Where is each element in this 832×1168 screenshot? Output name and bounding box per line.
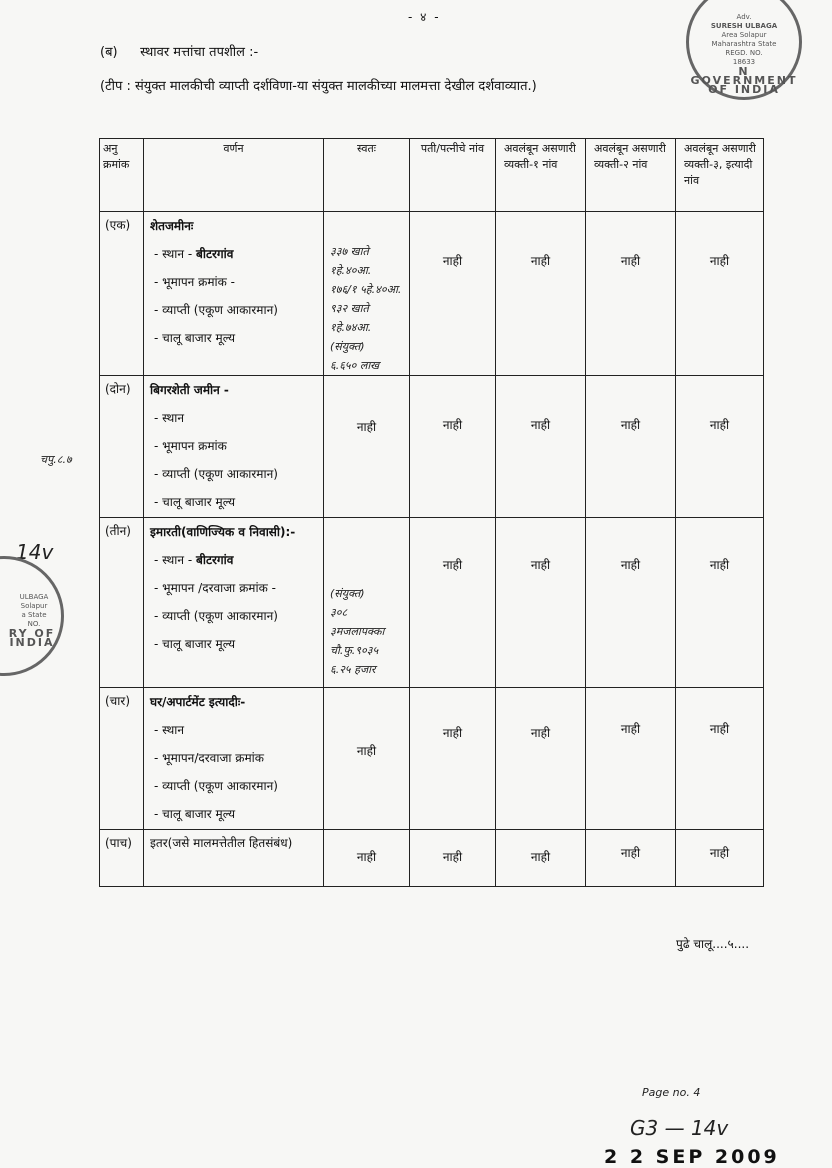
handwritten-page-number: Page no. 4 bbox=[642, 1086, 701, 1099]
section-note: (टीप : संयुक्त मालकीची व्याप्ती दर्शविणा-या संयुक्त मालकीच्या मालमत्ता देखील दर्शवाव्यात.) bbox=[100, 79, 537, 94]
margin-handwritten-note: चपु.८.७ bbox=[40, 453, 72, 466]
hand-line: ६.६५० लाख bbox=[330, 359, 380, 372]
table-row bbox=[100, 376, 764, 518]
row-number: (पाच) bbox=[100, 830, 144, 887]
row-description bbox=[144, 830, 324, 887]
row-title: इतर(जसे मालमत्तेतील हितसंबंध) bbox=[150, 836, 293, 850]
row-item: - चालू बाजार मूल्य bbox=[154, 331, 236, 345]
self-handwritten-value bbox=[324, 212, 410, 376]
row-item: - स्थान - बीटरगांव bbox=[154, 247, 234, 261]
seal-line: Solapur bbox=[20, 602, 48, 610]
dependent-2-value: नाही bbox=[586, 518, 676, 688]
header-self: स्वतः bbox=[324, 139, 410, 212]
section-label: (ब) bbox=[100, 45, 118, 60]
dependent-2-value: नाही bbox=[586, 376, 676, 518]
row-item: - भूमापन क्रमांक - bbox=[154, 275, 236, 289]
header-description: वर्णन bbox=[144, 139, 324, 212]
self-value: नाही bbox=[324, 376, 410, 518]
handwritten-initials: G3 — 14v bbox=[630, 1116, 729, 1140]
section-title: स्थावर मत्तांचा तपशील :- bbox=[140, 45, 259, 60]
row-number: (एक) bbox=[100, 212, 144, 376]
notary-seal-left bbox=[0, 556, 64, 676]
self-value: नाही bbox=[324, 830, 410, 887]
location-value: बीटरगांव bbox=[195, 247, 234, 261]
row-title: शेतजमीनः bbox=[150, 219, 194, 233]
row-item: - स्थान bbox=[154, 411, 185, 425]
row-item: - चालू बाजार मूल्य bbox=[154, 495, 236, 509]
seal-line: a State bbox=[21, 611, 47, 619]
date-stamp: 2 2 SEP 2009 bbox=[604, 1146, 780, 1168]
row-title: इमारती(वाणिज्यिक व निवासी):- bbox=[150, 525, 296, 539]
hand-line: चौ.फु.९०३५ bbox=[330, 644, 379, 657]
row-description bbox=[144, 212, 324, 376]
row-item: - स्थान - बीटरगांव bbox=[154, 553, 234, 567]
row-number: (तीन) bbox=[100, 518, 144, 688]
spouse-value: नाही bbox=[410, 212, 496, 376]
seal-line: NO. bbox=[27, 620, 41, 628]
row-description bbox=[144, 688, 324, 830]
row-item: - भूमापन क्रमांक bbox=[154, 439, 227, 453]
header-dependent-1: अवलंबून असणारी व्यक्ती-१ नांव bbox=[496, 139, 586, 212]
seal-ring-text: RY OF INDIA bbox=[8, 627, 56, 649]
notary-seal-top bbox=[686, 0, 802, 100]
row-description bbox=[144, 376, 324, 518]
immovable-assets-table bbox=[99, 138, 764, 887]
row-item: - व्याप्ती (एकूण आकारमान) bbox=[154, 609, 278, 623]
row-number: (दोन) bbox=[100, 376, 144, 518]
dependent-1-value: नाही bbox=[496, 212, 586, 376]
table-row bbox=[100, 518, 764, 688]
table-header-row bbox=[100, 139, 764, 212]
hand-line: ६.२५ हजार bbox=[330, 663, 376, 676]
continue-note: पुढे चालू....५.... bbox=[676, 937, 750, 951]
spouse-value: नाही bbox=[410, 376, 496, 518]
row-item: - भूमापन/दरवाजा क्रमांक bbox=[154, 751, 264, 765]
page-number: - ४ - bbox=[408, 10, 441, 24]
dependent-1-value: नाही bbox=[496, 518, 586, 688]
row-description bbox=[144, 518, 324, 688]
seal-line: 18633 bbox=[732, 58, 756, 66]
dependent-2-value: नाही bbox=[586, 212, 676, 376]
dependent-2-value: नाही bbox=[586, 688, 676, 830]
seal-ring-text: N GOVERNMENT OF INDIA bbox=[690, 65, 798, 96]
hand-line: (संयुक्त) bbox=[330, 340, 365, 353]
dependent-3-value: नाही bbox=[676, 376, 764, 518]
self-handwritten-value bbox=[324, 518, 410, 688]
spouse-value: नाही bbox=[410, 830, 496, 887]
hand-line: १७६/१ ५हे.४०आ. bbox=[330, 283, 402, 296]
row-item: - व्याप्ती (एकूण आकारमान) bbox=[154, 467, 278, 481]
header-serial: अनु क्रमांक bbox=[100, 139, 144, 212]
seal-line: REGD. NO. bbox=[725, 49, 763, 57]
row-item: - चालू बाजार मूल्य bbox=[154, 637, 236, 651]
dependent-1-value: नाही bbox=[496, 688, 586, 830]
row-item: - व्याप्ती (एकूण आकारमान) bbox=[154, 303, 278, 317]
section-heading bbox=[100, 42, 258, 60]
dependent-2-value: नाही bbox=[586, 830, 676, 887]
dependent-3-value: नाही bbox=[676, 518, 764, 688]
seal-line: ULBAGA bbox=[19, 593, 49, 601]
hand-line: ३३७ खाते १हे.४०आ. bbox=[330, 245, 372, 277]
dependent-1-value: नाही bbox=[496, 376, 586, 518]
spouse-value: नाही bbox=[410, 518, 496, 688]
seal-line: Adv. bbox=[736, 13, 752, 21]
margin-initials: 14v bbox=[16, 540, 54, 564]
hand-line: ३०८ bbox=[330, 606, 348, 619]
row-title: घर/अपार्टमेंट इत्यादीः- bbox=[150, 695, 246, 709]
location-value: बीटरगांव bbox=[195, 553, 234, 567]
row-item: - चालू बाजार मूल्य bbox=[154, 807, 236, 821]
row-item: - स्थान bbox=[154, 723, 185, 737]
table-row bbox=[100, 212, 764, 376]
spouse-value: नाही bbox=[410, 688, 496, 830]
header-dependent-3: अवलंबून असणारी व्यक्ती-३, इत्यादी नांव bbox=[676, 139, 764, 212]
self-value: नाही bbox=[324, 688, 410, 830]
dependent-1-value: नाही bbox=[496, 830, 586, 887]
seal-line: Maharashtra State bbox=[711, 40, 777, 48]
hand-line: ३मजलापक्का bbox=[330, 625, 385, 638]
dependent-3-value: नाही bbox=[676, 688, 764, 830]
dependent-3-value: नाही bbox=[676, 830, 764, 887]
row-title: बिगरशेती जमीन - bbox=[150, 383, 229, 397]
hand-line: (संयुक्त) bbox=[330, 587, 365, 600]
row-item: - व्याप्ती (एकूण आकारमान) bbox=[154, 779, 278, 793]
dependent-3-value: नाही bbox=[676, 212, 764, 376]
row-item: - भूमापन /दरवाजा क्रमांक - bbox=[154, 581, 276, 595]
hand-line: ९३२ खाते १हे.७४आ. bbox=[330, 302, 372, 334]
table-row bbox=[100, 688, 764, 830]
seal-line: Area Solapur bbox=[721, 31, 767, 39]
header-spouse: पती/पत्नीचे नांव bbox=[410, 139, 496, 212]
row-number: (चार) bbox=[100, 688, 144, 830]
table-row bbox=[100, 830, 764, 887]
header-dependent-2: अवलंबून असणारी व्यक्ती-२ नांव bbox=[586, 139, 676, 212]
seal-line: SURESH ULBAGA bbox=[710, 22, 778, 30]
